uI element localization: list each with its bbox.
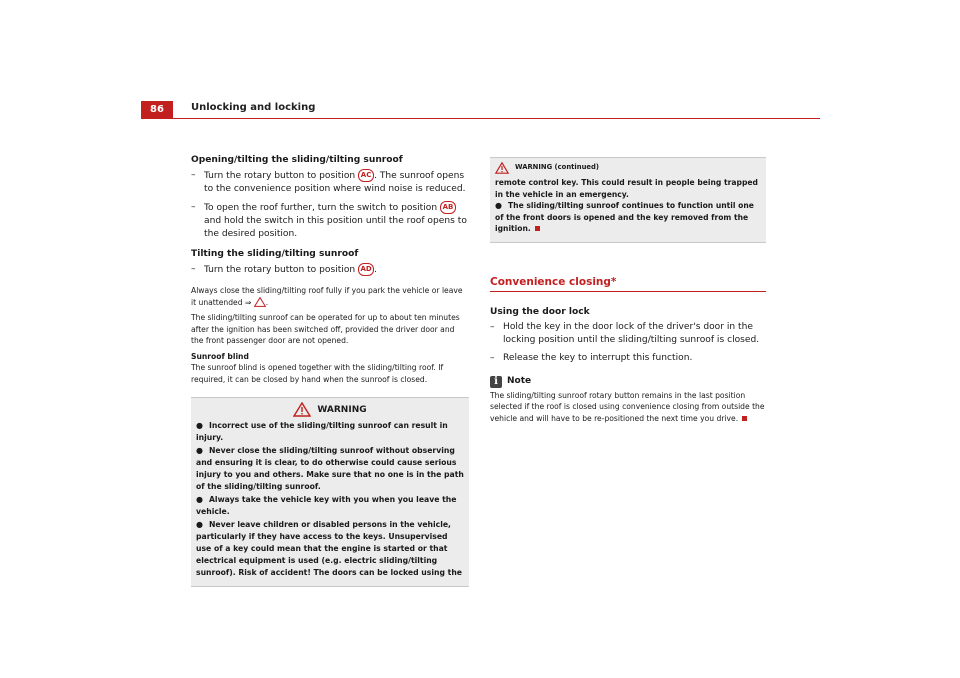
door-lock-step-1 — [490, 321, 766, 347]
right-column — [490, 157, 766, 428]
info-icon: i — [490, 376, 502, 388]
page-header — [141, 101, 820, 119]
bullet-icon: ● — [495, 201, 502, 210]
note-header — [490, 375, 766, 388]
dash-marker: – — [191, 202, 196, 212]
page-number: 86 — [141, 101, 173, 118]
warning-header — [196, 402, 464, 417]
warning-item-text: Never close the sliding/tilting sunroof without observing and ensuring it is clear, to do otherwise could cause serious injury to you and others. Make sure that no one is in the path of the sliding/tilting sunroof. — [196, 446, 464, 491]
section-end-marker — [742, 416, 747, 421]
door-lock-heading: Using the door lock — [490, 306, 590, 317]
position-key-ad: AD — [358, 263, 374, 276]
bullet-icon: ● — [196, 495, 203, 504]
opening-step-2 — [191, 201, 469, 241]
note-text — [490, 390, 766, 425]
warning-item — [196, 445, 464, 493]
dash-marker: – — [191, 170, 196, 180]
bullet-icon: ● — [196, 421, 203, 430]
step-text: Hold the key in the door lock of the driver's door in the locking position until the sliding/tilting sunroof is closed. — [503, 321, 760, 345]
warning-triangle-icon — [495, 162, 509, 174]
blind-heading: Sunroof blind — [191, 351, 249, 361]
warning-item-text: Always take the vehicle key with you when you leave the vehicle. — [196, 495, 457, 516]
warning-item-text: The sliding/tilting sunroof continues to function until one of the front doors is opened and the key removed from the ignition. — [495, 201, 754, 233]
bullet-icon: ● — [196, 520, 203, 529]
tilting-step-1 — [191, 263, 469, 277]
opening-heading: Opening/tilting the sliding/tilting sunroof — [191, 155, 403, 165]
warning-continued-box — [490, 157, 766, 243]
step-text: Turn the rotary button to position — [204, 171, 356, 181]
warning-item — [196, 420, 464, 444]
warning-continued-label: WARNING (continued) — [515, 163, 600, 172]
opening-step-1 — [191, 169, 469, 196]
warning-label: WARNING — [317, 404, 367, 415]
note-paragraph: The sliding/tilting sunroof rotary button remains in the last position selected if the roof is closed using convenience closing from outside the vehicle and will have to be re-positioned the next time you drive. — [490, 390, 765, 423]
warning-box — [191, 397, 469, 587]
warning-item — [196, 494, 464, 518]
warning-item-text: Never leave children or disabled persons in the vehicle, particularly if they have access to the keys. Unsupervised use of a key could mean that the engine is started or that electrical equipment is used (e.g. electric sliding/tilting sunroof). Risk of accident! The doors can be locked using the — [196, 520, 463, 577]
park-close-paragraph: Always close the sliding/tilting roof fully if you park the vehicle or leave it unattended ⇒ . — [191, 286, 463, 307]
section-title: Convenience closing* — [490, 276, 766, 292]
step-text-cont: . The sunroof opens to the convenience position where wind noise is reduced. — [204, 171, 466, 194]
warning-triangle-icon — [293, 402, 311, 417]
ignition-paragraph: The sliding/tilting sunroof can be operated for up to about ten minutes after the ignition has been switched off, provided the driver door and the front passenger door are not opened. — [191, 313, 460, 345]
bullet-icon: ● — [196, 446, 203, 455]
position-key-ab: AB — [440, 201, 456, 214]
warning-item — [495, 200, 761, 235]
door-lock-step-2 — [490, 352, 766, 365]
step-text: To open the roof further, turn the switch to position — [204, 203, 438, 213]
step-text: Release the key to interrupt this function. — [503, 352, 693, 363]
warning-continued-header — [495, 162, 761, 174]
warning-item-text: Incorrect use of the sliding/tilting sunroof can result in injury. — [196, 421, 448, 442]
left-column — [191, 154, 469, 587]
dash-marker: – — [490, 321, 495, 332]
page-title: Unlocking and locking — [191, 102, 316, 113]
warning-item — [196, 519, 464, 579]
step-text: Turn the rotary button to position — [204, 265, 356, 275]
warning-reference-icon — [254, 297, 266, 307]
step-text-cont: and hold the switch in this position until the roof opens to the desired position. — [204, 216, 467, 239]
blind-paragraph: The sunroof blind is opened together with the sliding/tilting roof. If required, it can be closed by hand when the sunroof is closed. — [191, 363, 444, 384]
paragraph-text: Always close the sliding/tilting roof fully if you park the vehicle or leave it unattended ⇒ — [191, 286, 463, 307]
warning-continued-text: remote control key. This could result in people being trapped in the vehicle in an emergency. — [495, 178, 758, 199]
note-label: Note — [507, 375, 532, 386]
tilting-heading: Tilting the sliding/tilting sunroof — [191, 249, 359, 259]
section-end-marker — [535, 226, 540, 231]
dash-marker: – — [191, 264, 196, 274]
dash-marker: – — [490, 352, 495, 363]
position-key-ac: AC — [358, 169, 374, 182]
step-text-cont: . — [374, 265, 377, 275]
